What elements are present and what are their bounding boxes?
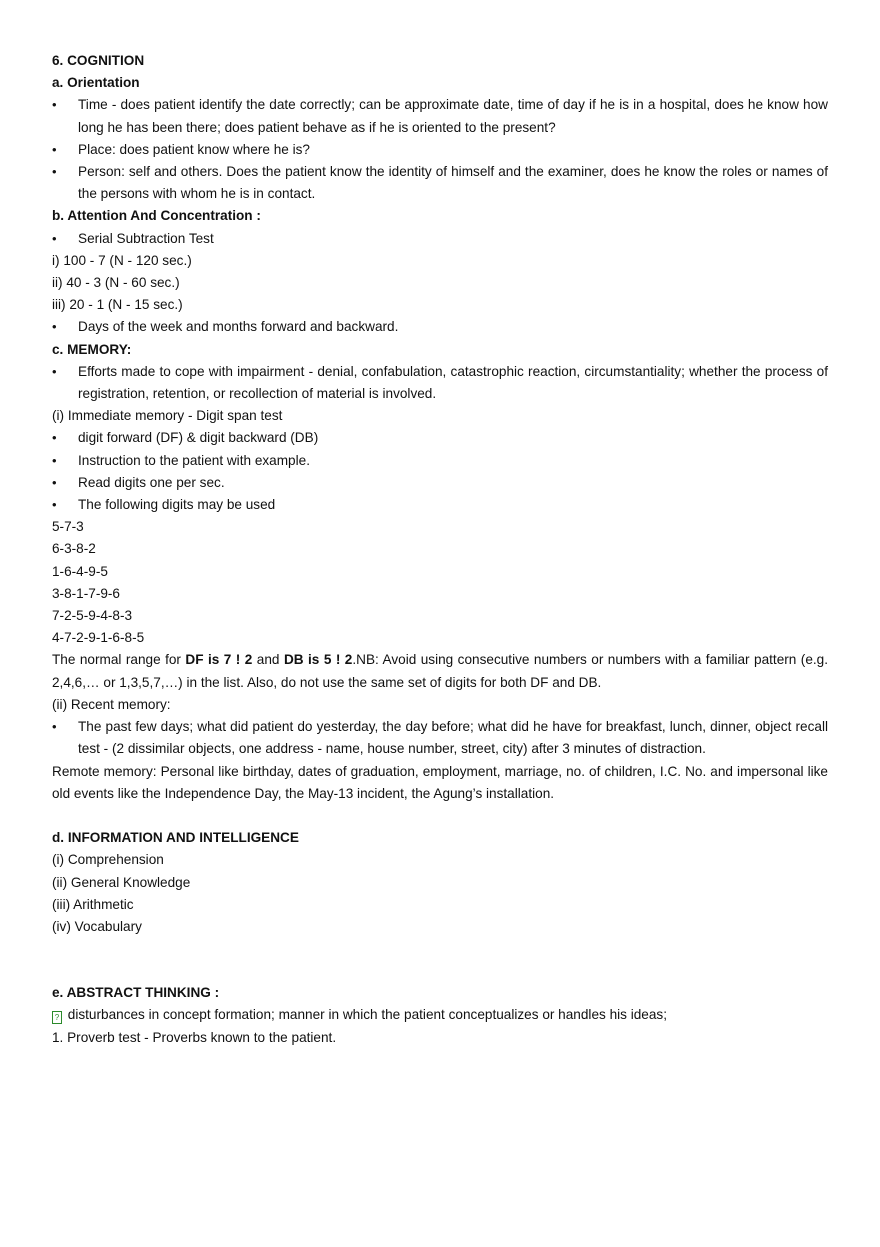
digit-sequence: 7-2-5-9-4-8-3 xyxy=(52,608,133,624)
orientation-list xyxy=(52,94,828,205)
attention-title: b. Attention And Concentration : xyxy=(52,208,261,224)
list-item: • Instruction to the patient with example. xyxy=(52,450,828,472)
list-item: • Read digits one per sec. xyxy=(52,472,828,494)
subtraction-step: iii) 20 - 1 (N - 15 sec.) xyxy=(52,297,183,313)
abstract-title: e. ABSTRACT THINKING : xyxy=(52,985,220,1001)
list-item: • Person: self and others. Does the patient know the identity of himself and the examiner, does he know the roles or names of the persons with whom he is in contact. xyxy=(52,161,828,205)
bullet-icon: • xyxy=(52,430,57,446)
digit-sequence: 3-8-1-7-9-6 xyxy=(52,585,120,601)
bullet-icon: • xyxy=(52,363,57,379)
list-item: • Days of the week and months forward and backward. xyxy=(52,316,828,338)
list-item: • Place: does patient know where he is? xyxy=(52,139,828,161)
bullet-icon: • xyxy=(52,452,57,468)
normal-range-paragraph: The normal range for DF is 7 ! 2 and DB is 5 ! 2.NB: Avoid using consecutive numbers or numbers with a familiar pattern (e.g. 2,4,6,… or 1,3,5,7,…) in the list. Also, do not use the same set of digits for both DF and DB. xyxy=(52,652,829,690)
bullet-icon: • xyxy=(52,319,57,335)
attention-list xyxy=(52,228,828,250)
bullet-icon: • xyxy=(52,141,57,157)
list-item: • Efforts made to cope with impairment - denial, confabulation, catastrophic reaction, circumstantiality; whether the process of registration, retention, or recollection of material is involved. xyxy=(52,361,828,405)
list-item: • Time - does patient identify the date correctly; can be approximate date, time of day if he is in a hospital, does he know how long he has been there; does patient behave as if he is oriented to the present? xyxy=(52,94,828,138)
recent-memory-list xyxy=(52,716,828,760)
bullet-icon: • xyxy=(52,164,57,180)
bullet-icon: • xyxy=(52,474,57,490)
list-item: • The past few days; what did patient do yesterday, the day before; what did he have for breakfast, lunch, dinner, object recall test - (2 dissimilar objects, one address - name, house number, street, city) after 3 minutes of distraction. xyxy=(52,716,828,760)
immediate-memory-list xyxy=(52,427,828,516)
remote-memory-paragraph: Remote memory: Personal like birthday, dates of graduation, employment, marriage, no. of children, I.C. No. and impersonal like old events like the Independence Day, the May-13 incident, the Agung’s installation. xyxy=(52,763,828,801)
orientation-title: a. Orientation xyxy=(52,75,140,91)
information-item: (ii) General Knowledge xyxy=(52,874,191,890)
immediate-memory-title: (i) Immediate memory - Digit span test xyxy=(52,408,283,424)
information-title: d. INFORMATION AND INTELLIGENCE xyxy=(52,830,299,846)
digit-sequence: 5-7-3 xyxy=(52,519,84,535)
abstract-line: ? disturbances in concept formation; manner in which the patient conceptualizes or handles his ideas; xyxy=(52,1004,828,1026)
digit-sequence: 6-3-8-2 xyxy=(52,541,96,557)
db-range: DB is 5 ! 2 xyxy=(283,652,353,668)
information-item: (iv) Vocabulary xyxy=(52,918,142,934)
digit-sequence: 4-7-2-9-1-6-8-5 xyxy=(52,630,145,646)
recent-memory-title: (ii) Recent memory: xyxy=(52,696,171,712)
memory-title: c. MEMORY: xyxy=(52,341,132,357)
attention-list-2 xyxy=(52,316,828,338)
information-item: (i) Comprehension xyxy=(52,852,164,868)
df-range: DF is 7 ! 2 xyxy=(185,652,253,668)
subtraction-step: i) 100 - 7 (N - 120 sec.) xyxy=(52,252,192,268)
bullet-icon: • xyxy=(52,230,57,246)
bullet-icon: • xyxy=(52,97,57,113)
information-item: (iii) Arithmetic xyxy=(52,896,134,912)
missing-glyph-icon: ? xyxy=(52,1011,62,1024)
list-item: • The following digits may be used xyxy=(52,494,828,516)
list-item: • digit forward (DF) & digit backward (DB) xyxy=(52,427,828,449)
bullet-icon: • xyxy=(52,719,57,735)
document-page xyxy=(52,50,828,1049)
proverb-test-line: 1. Proverb test - Proverbs known to the patient. xyxy=(52,1029,337,1045)
section-heading: 6. COGNITION xyxy=(52,53,145,68)
spacer xyxy=(52,805,828,827)
digit-sequence: 1-6-4-9-5 xyxy=(52,563,108,579)
bullet-icon: • xyxy=(52,497,57,513)
subtraction-step: ii) 40 - 3 (N - 60 sec.) xyxy=(52,275,180,291)
memory-efforts-list xyxy=(52,361,828,405)
spacer xyxy=(52,938,828,982)
list-item: • Serial Subtraction Test xyxy=(52,228,828,250)
